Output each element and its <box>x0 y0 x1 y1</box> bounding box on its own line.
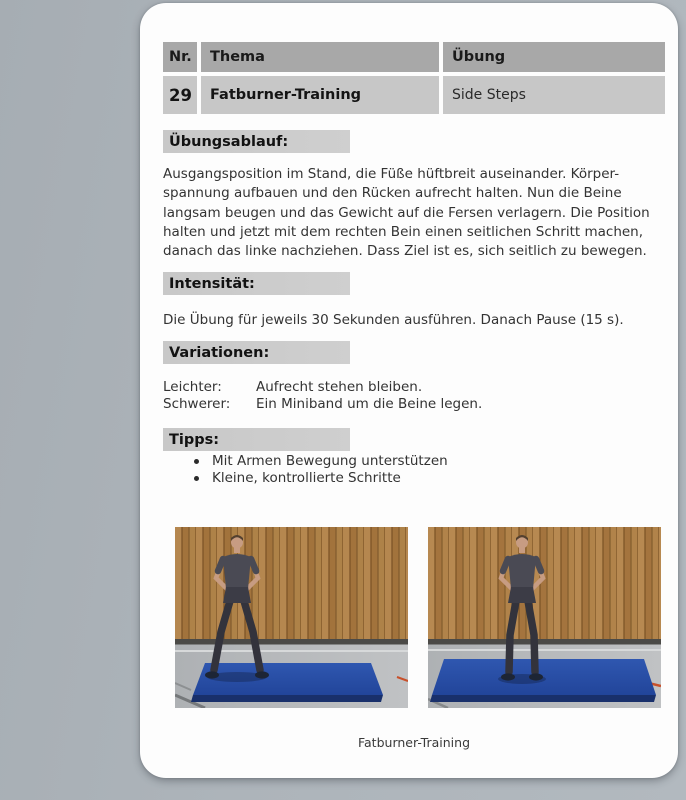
wall-baseboard <box>428 639 661 645</box>
tipp-text-1: Mit Armen Bewegung unterstützen <box>212 453 448 470</box>
ablauf-line-5: danach das linke nachziehen. Dass Ziel ist es, sich seitlich zu bewegen. <box>163 243 647 260</box>
exercise-photo-side-steps-2 <box>428 527 661 708</box>
section-title-ablauf: Übungsablauf: <box>163 130 350 153</box>
bullet-icon <box>194 459 199 464</box>
tipp-item <box>163 470 665 487</box>
exercise-table <box>163 42 665 114</box>
tipp-item <box>163 453 665 470</box>
section-title-intensitaet: Intensität: <box>163 272 350 295</box>
variation-text-harder: Ein Miniband um die Beine legen. <box>256 396 483 413</box>
bullet-icon <box>194 476 199 481</box>
tipps-list <box>163 453 665 487</box>
exercise-card <box>140 3 678 778</box>
variation-text-easier: Aufrecht stehen bleiben. <box>256 379 423 396</box>
blue-mat <box>191 663 383 702</box>
variation-list <box>163 379 665 413</box>
section-title-tipps: Tipps: <box>163 428 350 451</box>
ablauf-line-4: halten und jetzt mit dem rechten Bein einen seitlichen Schritt machen, <box>163 223 644 240</box>
table-header-row <box>163 42 665 72</box>
exercise-number: 29 <box>163 76 197 114</box>
exercise-theme: Fatburner-Training <box>201 76 439 114</box>
section-title-variationen: Variationen: <box>163 341 350 364</box>
table-header-nr: Nr. <box>163 42 197 72</box>
gym-wall <box>175 527 408 640</box>
ablauf-line-1: Ausgangsposition im Stand, die Füße hüftbreit auseinander. Körper- <box>163 166 620 182</box>
table-header-thema: Thema <box>201 42 439 72</box>
ablauf-paragraph <box>163 165 665 261</box>
ablauf-line-3: langsam beugen und das Gewicht auf die Fersen verlagern. Die Position <box>163 204 650 221</box>
variation-row-harder <box>163 396 665 413</box>
photo-row <box>175 527 665 708</box>
variation-label-harder: Schwerer: <box>163 396 231 413</box>
tipp-text-2: Kleine, kontrollierte Schritte <box>212 470 401 487</box>
ablauf-line-2: spannung aufbauen und den Rücken aufrecht halten. Nun die Beine <box>163 185 622 202</box>
variation-row-easier <box>163 379 665 396</box>
wall-baseboard <box>175 639 408 645</box>
table-row <box>163 76 665 114</box>
variation-label-easier: Leichter: <box>163 379 222 396</box>
gym-wall <box>428 527 661 640</box>
exercise-name: Side Steps <box>443 76 665 114</box>
intensitaet-text: Die Übung für jeweils 30 Sekunden ausführen. Danach Pause (15 s). <box>163 312 624 329</box>
table-header-uebung: Übung <box>443 42 665 72</box>
photo-caption: Fatburner-Training <box>357 735 471 751</box>
exercise-photo-side-steps-1 <box>175 527 408 708</box>
